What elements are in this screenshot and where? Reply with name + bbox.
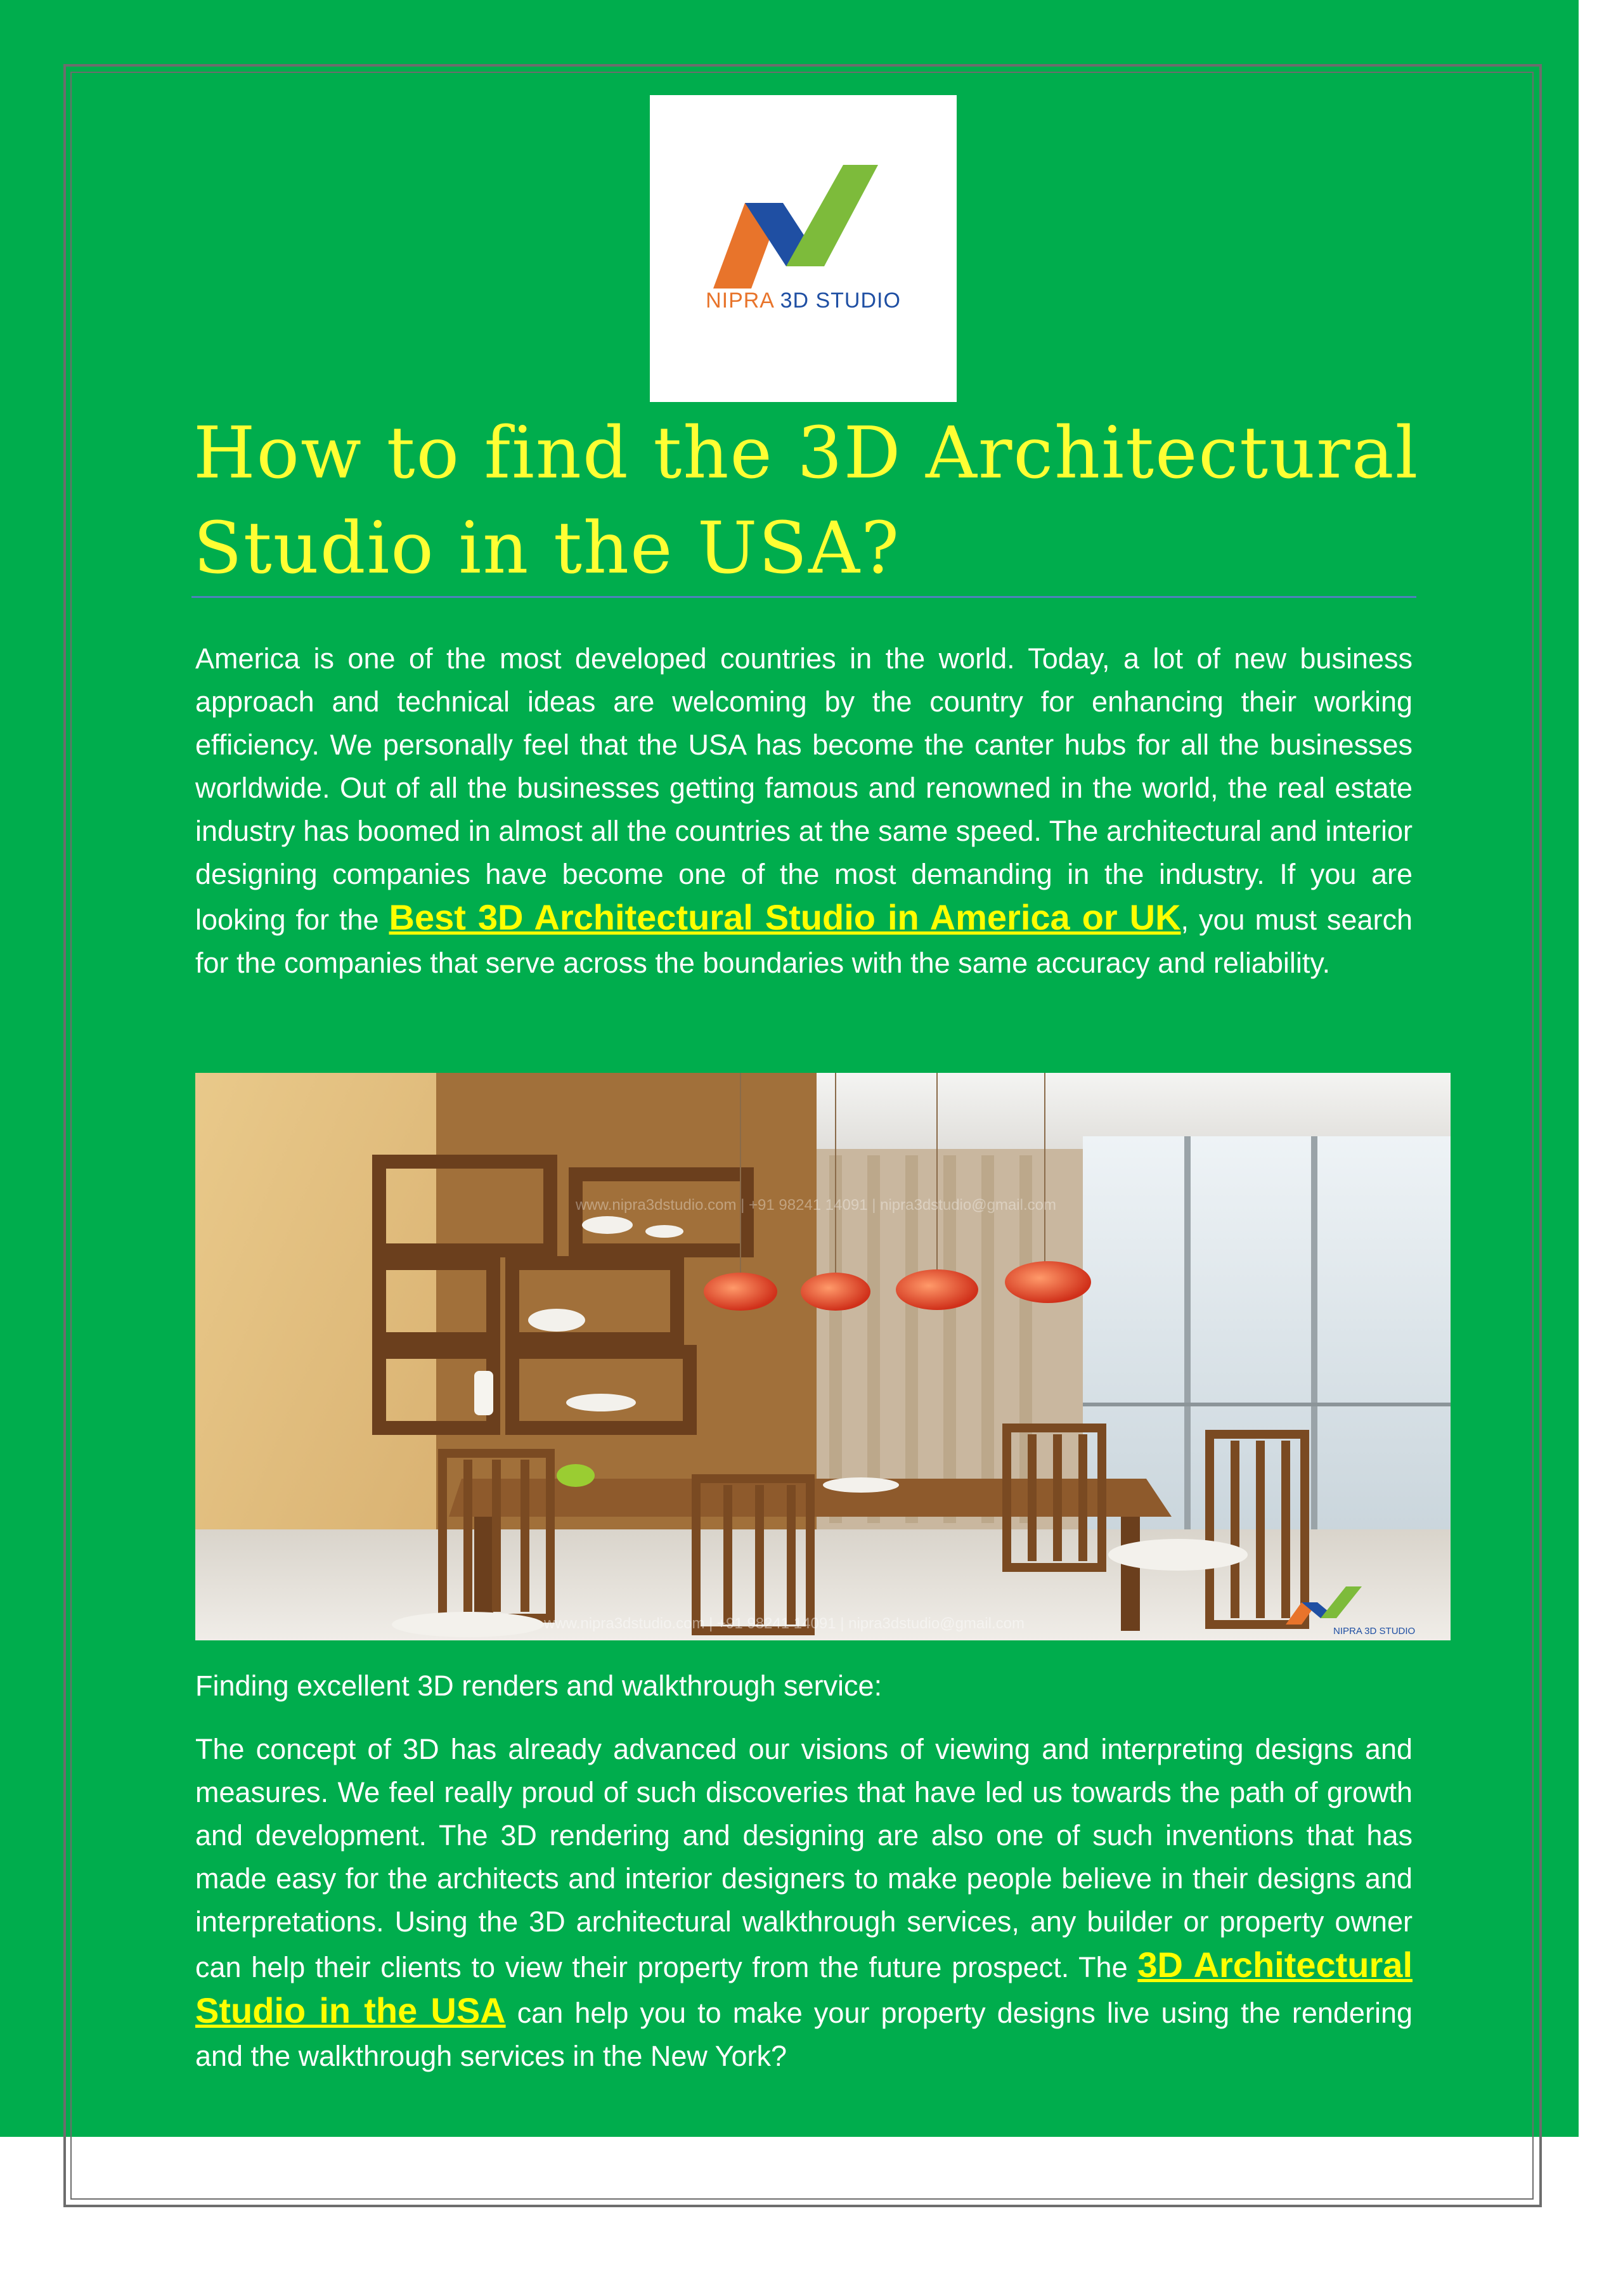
body-paragraph	[195, 1728, 1413, 2078]
watermark-text: www.nipra3dstudio.com | +91 98241 14091 | nipra3dstudio@gmail.com	[576, 1197, 1056, 1214]
logo-word-nipra: NIPRA	[706, 289, 780, 313]
page-title: How to find the 3D Architectural Studio in the USA?	[193, 412, 1419, 590]
watermark-text-bottom: www.nipra3dstudio.com | +91 98241 14091 | nipra3dstudio@gmail.com	[544, 1615, 1025, 1632]
body-text-start: The concept of 3D has already advanced our visions of viewing and interpreting designs and measures. We feel really proud of such discoveries that have led us towards the path of growth and development. The 3D rendering and designing are also one of such inventions that has made easy for the architects and interior designers to make people believe in their designs and interpretations. Using the 3D architectural walkthrough services, any builder or property owner can help their clients to view their property from the future prospect. The	[195, 1733, 1413, 1983]
3d-studio-usa-link[interactable]: 3D Architectural Studio in the USA	[195, 1945, 1413, 2030]
logo-wordmark	[650, 289, 957, 313]
studio-logo	[650, 95, 957, 402]
title-underline	[191, 596, 1416, 598]
logo-mark-icon	[688, 152, 919, 298]
dining-room-render-image	[195, 1073, 1451, 1640]
logo-word-3d-studio: 3D STUDIO	[780, 289, 901, 313]
page-footer-area	[73, 2138, 1531, 2198]
intro-paragraph	[195, 637, 1413, 985]
section-subheading: Finding excellent 3D renders and walkthrough service:	[195, 1670, 883, 1702]
intro-text-end: , you must search for the companies that serve across the boundaries with the same accuracy and reliability.	[195, 904, 1413, 979]
intro-text-start: America is one of the most developed countries in the world. Today, a lot of new business approach and technical ideas are welcoming by the country for enhancing their working efficiency. We personally feel that the USA has become the canter hubs for all the businesses worldwide. Out of all the businesses getting famous and renowned in the world, the real estate industry has boomed in almost all the countries at the same speed. The architectural and interior designing companies have become one of the most demanding in the industry. If you are looking for the	[195, 642, 1413, 936]
body-text-end: can help you to make your property designs live using the rendering and the walkthrough services in the New York?	[195, 1997, 1413, 2072]
best-3d-studio-link[interactable]: Best 3D Architectural Studio in America or UK	[389, 897, 1181, 937]
watermark-logo-label: NIPRA 3D STUDIO	[1333, 1626, 1416, 1637]
